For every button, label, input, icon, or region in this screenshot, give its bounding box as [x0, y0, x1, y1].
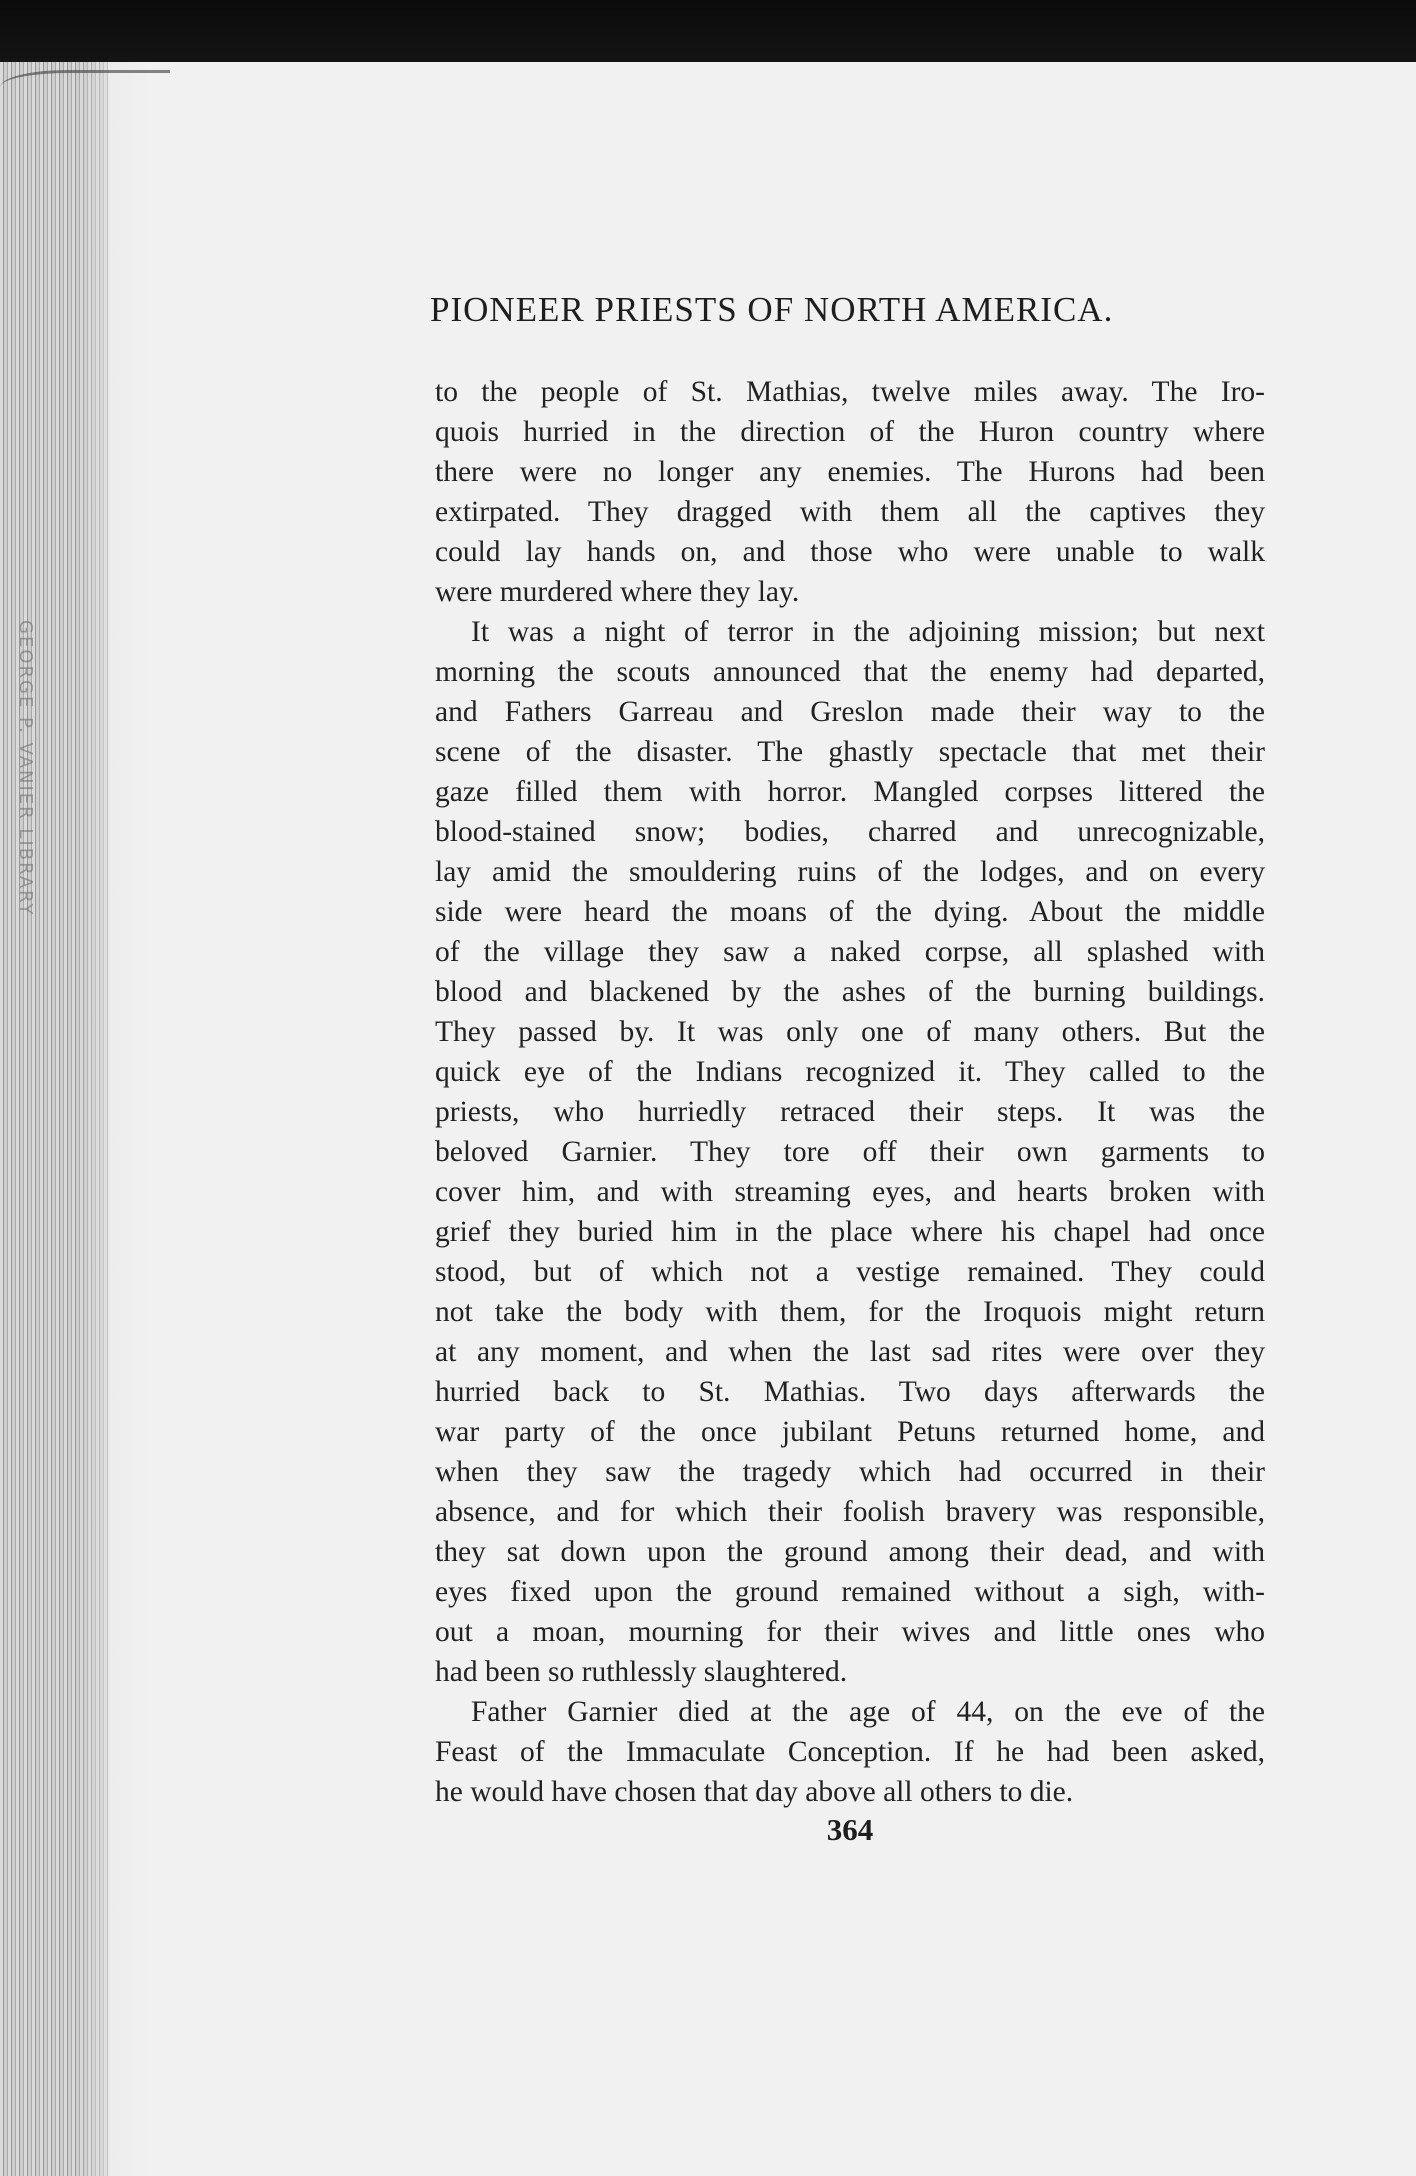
text-line: beloved Garnier. They tore off their own garments to [435, 1136, 1265, 1168]
text-line: Feast of the Immaculate Conception. If he had been asked, [435, 1736, 1265, 1768]
text-line: side were heard the moans of the dying. About the middle [435, 896, 1265, 928]
text-line: had been so ruthlessly slaughtered. [435, 1656, 848, 1688]
text-line: of the village they saw a naked corpse, all splashed with [435, 936, 1265, 968]
text-line: they sat down upon the ground among their dead, and with [435, 1536, 1265, 1568]
text-line: It was a night of terror in the adjoining mission; but next [471, 616, 1265, 648]
text-line: grief they buried him in the place where his chapel had once [435, 1216, 1265, 1248]
text-line: at any moment, and when the last sad rites were over they [435, 1336, 1265, 1368]
text-line: out a moan, mourning for their wives and little ones who [435, 1616, 1265, 1648]
page-curl [0, 70, 170, 113]
text-line: quick eye of the Indians recognized it. They called to the [435, 1056, 1265, 1088]
text-line: blood and blackened by the ashes of the burning buildings. [435, 976, 1265, 1008]
text-line: absence, and for which their foolish bravery was responsible, [435, 1496, 1265, 1528]
text-line: lay amid the smouldering ruins of the lodges, and on every [435, 856, 1265, 888]
text-line: cover him, and with streaming eyes, and hearts broken with [435, 1176, 1265, 1208]
text-line: there were no longer any enemies. The Hurons had been [435, 456, 1265, 488]
page-number: 364 [826, 1812, 874, 1847]
text-line: eyes fixed upon the ground remained without a sigh, with- [435, 1576, 1265, 1608]
text-line: scene of the disaster. The ghastly spectacle that met their [435, 736, 1265, 768]
text-line: and Fathers Garreau and Greslon made their way to the [435, 696, 1265, 728]
body-text [435, 372, 1265, 1812]
text-line: hurried back to St. Mathias. Two days afterwards the [435, 1376, 1265, 1408]
text-line: priests, who hurriedly retraced their steps. It was the [435, 1096, 1265, 1128]
text-line: extirpated. They dragged with them all the captives they [435, 496, 1265, 528]
text-line: quois hurried in the direction of the Huron country where [435, 416, 1265, 448]
text-line: gaze filled them with horror. Mangled corpses littered the [435, 776, 1265, 808]
running-head: PIONEER PRIESTS OF NORTH AMERICA. [430, 290, 1114, 329]
text-line: morning the scouts announced that the enemy had departed, [435, 656, 1265, 688]
text-line: blood-stained snow; bodies, charred and unrecognizable, [435, 816, 1265, 848]
text-line: could lay hands on, and those who were unable to walk [435, 536, 1265, 568]
text-line: stood, but of which not a vestige remained. They could [435, 1256, 1265, 1288]
text-line: Father Garnier died at the age of 44, on the eve of the [471, 1696, 1265, 1728]
text-line: not take the body with them, for the Iroquois might return [435, 1296, 1265, 1328]
text-line: he would have chosen that day above all others to die. [435, 1776, 1074, 1808]
text-line: to the people of St. Mathias, twelve miles away. The Iro- [435, 376, 1265, 408]
text-line: were murdered where they lay. [435, 576, 800, 608]
text-line: war party of the once jubilant Petuns returned home, and [435, 1416, 1265, 1448]
text-line: They passed by. It was only one of many others. But the [435, 1016, 1265, 1048]
library-stamp: GEORGE P. VANIER LIBRARY [15, 620, 36, 917]
text-line: when they saw the tragedy which had occurred in their [435, 1456, 1265, 1488]
binding-shadow [80, 62, 150, 2176]
